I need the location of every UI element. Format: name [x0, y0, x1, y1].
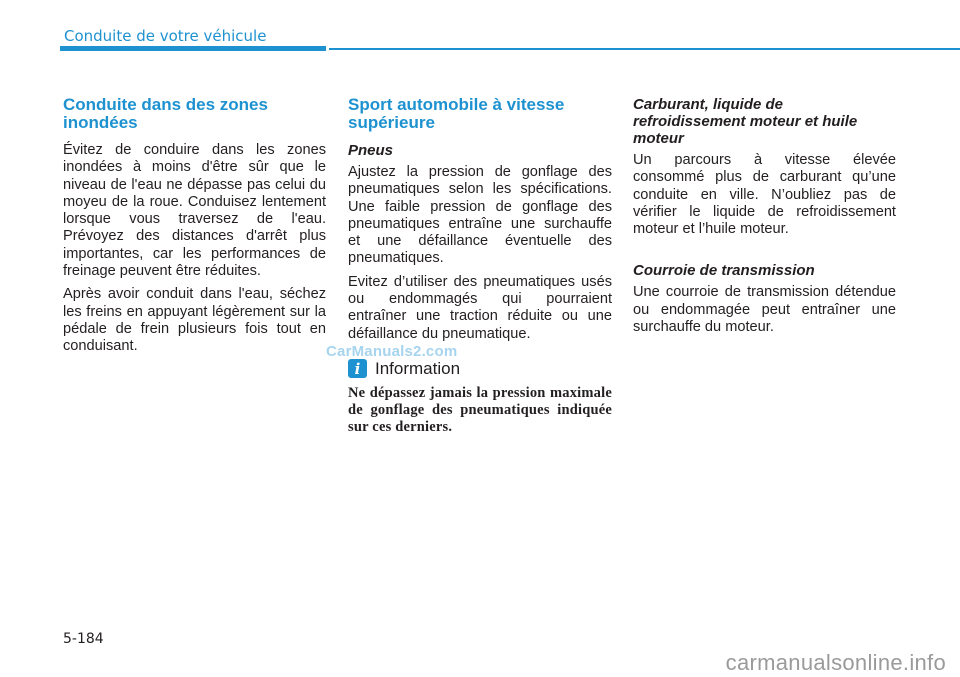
paragraph: Evitez d’utiliser des pneumatiques usés ou endommagés qui pourraient entraîner une traction réduite ou une défaillance du pneumatique.: [348, 273, 612, 342]
information-title: Information: [375, 358, 461, 378]
page-number: 5-184: [63, 631, 104, 647]
paragraph: Une courroie de transmission détendue ou endommagée peut entraîner une surchauffe du moteur.: [633, 284, 896, 336]
heading-high-speed: Sport automobile à vitesse supérieure: [348, 95, 565, 132]
watermark-carmanualsonline: carmanualsonline.info: [725, 650, 946, 675]
subheading-tires: Pneus: [348, 142, 394, 159]
subheading-drive-belt: Courroie de transmission: [633, 262, 815, 280]
paragraph: Un parcours à vitesse élevée consommé plus de carburant qu’une conduite en ville. N’oubliez pas de vérifier le liquide de refroidissement moteur et l’huile moteur.: [633, 152, 896, 238]
subheading-fuel-coolant-oil: Carburant, liquide de refroidissement moteur et huile moteur: [633, 96, 858, 147]
watermark-carmanuals2: CarManuals2.com: [326, 343, 458, 360]
paragraph: Évitez de conduire dans les zones inondées à moins d'être sûr que le niveau de l'eau ne dépasse pas celui du moyeu de la roue. Conduisez lentement lorsque vous traversez de l'eau. Prévoyez des distances d'arrêt plus importantes, car les performances de freinage peuvent être réduites.: [63, 142, 326, 280]
info-icon: i: [348, 359, 367, 378]
column-high-speed: [348, 96, 612, 437]
column-fuel-belt: [633, 96, 896, 342]
column-flooded-areas: [63, 96, 326, 362]
information-header: [348, 359, 612, 379]
header-rule-thin: [329, 48, 960, 50]
information-box: [348, 359, 612, 437]
paragraph: Après avoir conduit dans l'eau, séchez les freins en appuyant légèrement sur la pédale de frein plusieurs fois tout en conduisant.: [63, 286, 326, 355]
information-text: Ne dépassez jamais la pression maximale de gonflage des pneumatiques indiquée sur ces derniers.: [348, 384, 612, 436]
header-rule-thick: [60, 46, 326, 51]
heading-flooded-areas: Conduite dans des zones inondées: [63, 95, 268, 132]
section-title: Conduite de votre véhicule: [64, 27, 267, 45]
paragraph: Ajustez la pression de gonflage des pneumatiques selon les spécifications. Une faible pression de gonflage des pneumatiques entraîne une surchauffe et une défaillance éventuelle des pneumatiques.: [348, 164, 612, 267]
spacer: [633, 244, 896, 262]
